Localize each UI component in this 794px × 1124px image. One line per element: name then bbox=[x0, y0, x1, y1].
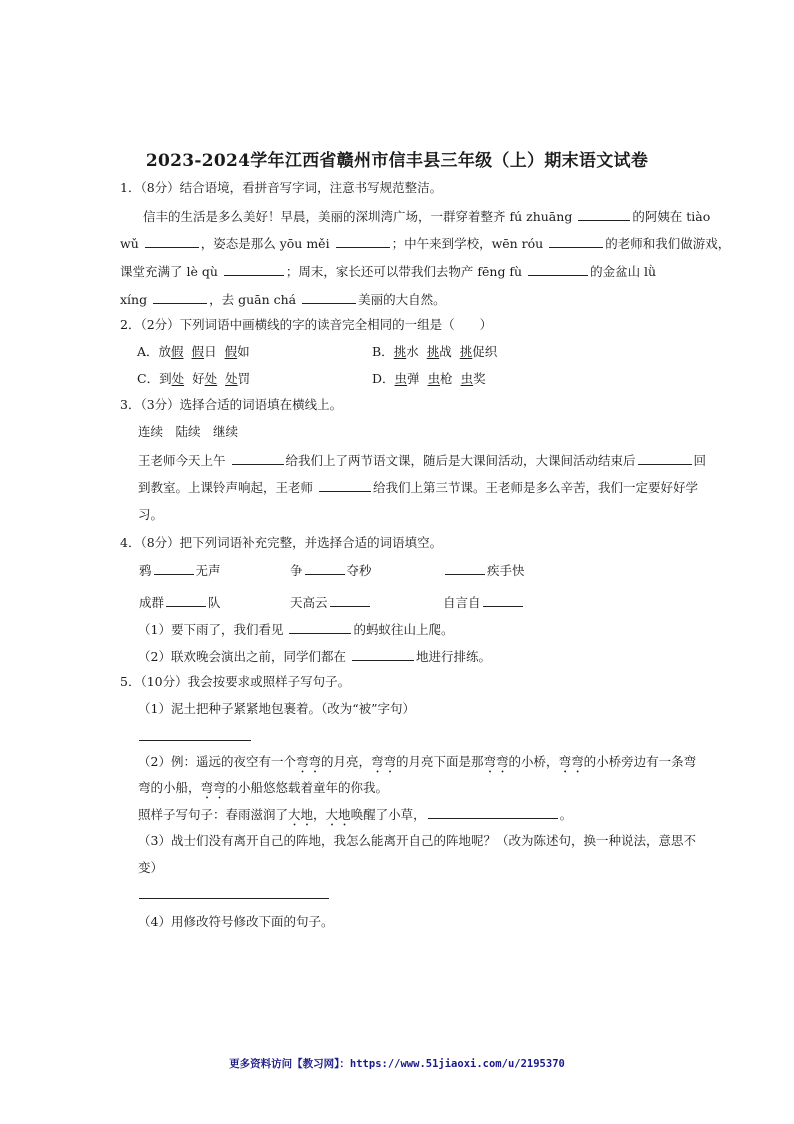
answer-blank[interactable] bbox=[638, 451, 692, 465]
answer-blank[interactable] bbox=[289, 620, 351, 634]
q5-heading: 5．（10分）我会按要求或照样子写句子。 bbox=[120, 674, 351, 689]
q5-item-3-line-1: （3）战士们没有离开自己的阵地，我怎么能离开自己的阵地呢？（改为陈述句，换一种说法，意思不 bbox=[138, 833, 696, 848]
answer-blank[interactable] bbox=[153, 290, 207, 304]
q1-text: 的阿姨在 tiào bbox=[632, 209, 711, 224]
q1-line-3 bbox=[120, 262, 656, 281]
q1-text: 的老师和我们做游戏， bbox=[605, 236, 731, 251]
q4-heading: 4．（8分）把下列词语补充完整，并选择合适的词语填空。 bbox=[120, 535, 443, 550]
answer-blank[interactable] bbox=[330, 593, 370, 607]
answer-blank[interactable] bbox=[145, 234, 199, 248]
answer-line[interactable] bbox=[139, 898, 329, 899]
q1-text: wǔ bbox=[120, 236, 139, 251]
q5-item-2-line-2: 弯的小船，弯弯的小船悠悠载着童年的你我。 bbox=[138, 780, 389, 795]
answer-blank[interactable] bbox=[578, 207, 630, 221]
answer-blank[interactable] bbox=[166, 593, 206, 607]
q1-line-4 bbox=[120, 290, 446, 309]
exam-title: 2023-2024学年江西省赣州市信丰县三年级（上）期末语文试卷 bbox=[145, 151, 649, 171]
answer-blank[interactable] bbox=[528, 262, 588, 276]
q1-text: 课堂充满了 lè qù bbox=[120, 264, 218, 279]
q5-item-1: （1）泥土把种子紧紧地包裹着。（改为“被”字句） bbox=[138, 701, 415, 716]
answer-blank[interactable] bbox=[445, 561, 485, 575]
q4-word-6: 自言自 bbox=[443, 593, 525, 611]
answer-line[interactable] bbox=[139, 740, 251, 741]
q2-option-b[interactable]: B．挑水 挑战 挑促织 bbox=[372, 344, 498, 359]
q2-option-a[interactable]: A．放假 假日 假如 bbox=[137, 344, 250, 359]
q3-heading: 3．（3分）选择合适的词语填在横线上。 bbox=[120, 397, 343, 412]
q3-line-1: 王老师今天上午 给我们上了两节语文课，随后是大课间活动，大课间活动结束后 回 bbox=[138, 453, 707, 468]
q4-word-2: 争 夺秒 bbox=[290, 563, 372, 578]
answer-blank[interactable] bbox=[232, 451, 284, 465]
q3-line-2: 到教室。上课铃声响起，王老师 给我们上第三节课。王老师是多么辛苦，我们一定要好好学 bbox=[138, 480, 699, 495]
q5-item-2-imitate: 照样子写句子：春雨滋润了大地，大地唤醒了小草， 。 bbox=[138, 807, 573, 822]
answer-blank[interactable] bbox=[336, 234, 390, 248]
answer-blank[interactable] bbox=[428, 805, 558, 819]
q3-line-3: 习。 bbox=[138, 507, 164, 522]
q2-option-d[interactable]: D．虫弹 虫枪 虫奖 bbox=[372, 371, 486, 386]
q1-line-1 bbox=[143, 207, 710, 226]
answer-blank[interactable] bbox=[302, 290, 356, 304]
q1-text: ；中午来到学校，wēn róu bbox=[391, 236, 544, 251]
q4-word-3: 疾手快 bbox=[443, 561, 525, 579]
answer-blank[interactable] bbox=[154, 561, 194, 575]
q1-text: 信丰的生活是多么美好！早晨，美丽的深圳湾广场，一群穿着整齐 fú zhuāng bbox=[143, 209, 573, 224]
answer-blank[interactable] bbox=[483, 593, 523, 607]
q3-word-bank: 连续 陆续 继续 bbox=[138, 424, 239, 439]
q1-text: ；周末，家长还可以带我们去物产 fēng fù bbox=[285, 264, 523, 279]
q1-text: 的金盆山 lǜ bbox=[590, 264, 657, 279]
q4-word-5: 天高云 bbox=[290, 593, 372, 611]
answer-blank[interactable] bbox=[319, 478, 371, 492]
footer-link[interactable]: 更多资料访问【教习网】：https://www.51jiaoxi.com/u/2195370 bbox=[229, 1058, 565, 1070]
q5-item-2-line-1: （2）例：遥远的夜空有一个弯弯的月亮，弯弯的月亮下面是那弯弯的小桥，弯弯的小桥旁边有一条弯 bbox=[138, 754, 697, 769]
q4-sentence-1: （1）要下雨了，我们看见 的蚂蚁往山上爬。 bbox=[138, 622, 454, 637]
q5-item-4: （4）用修改符号修改下面的句子。 bbox=[138, 914, 334, 929]
answer-blank[interactable] bbox=[352, 647, 414, 661]
q4-word-4: 成群 队 bbox=[139, 595, 221, 610]
q2-heading: 2．（2分）下列词语中画横线的字的读音完全相同的一组是（ ） bbox=[120, 317, 493, 332]
q4-word-1: 鸦 无声 bbox=[139, 563, 221, 578]
q2-option-c[interactable]: C．到处 好处 处罚 bbox=[137, 371, 251, 386]
q5-item-3-line-2: 变） bbox=[138, 860, 164, 875]
q1-text: ，姿态是那么 yōu měi bbox=[200, 236, 330, 251]
q1-text: 美丽的大自然。 bbox=[358, 292, 446, 307]
answer-blank[interactable] bbox=[224, 262, 284, 276]
answer-blank[interactable] bbox=[305, 561, 345, 575]
q1-text: xíng bbox=[120, 292, 148, 307]
q4-sentence-2: （2）联欢晚会演出之前，同学们都在 地进行排练。 bbox=[138, 649, 491, 664]
q1-heading: 1．（8分）结合语境，看拼音写字词，注意书写规范整洁。 bbox=[120, 180, 443, 195]
q1-line-2 bbox=[120, 234, 730, 253]
answer-blank[interactable] bbox=[549, 234, 603, 248]
q1-text: ，去 guān chá bbox=[209, 292, 297, 307]
